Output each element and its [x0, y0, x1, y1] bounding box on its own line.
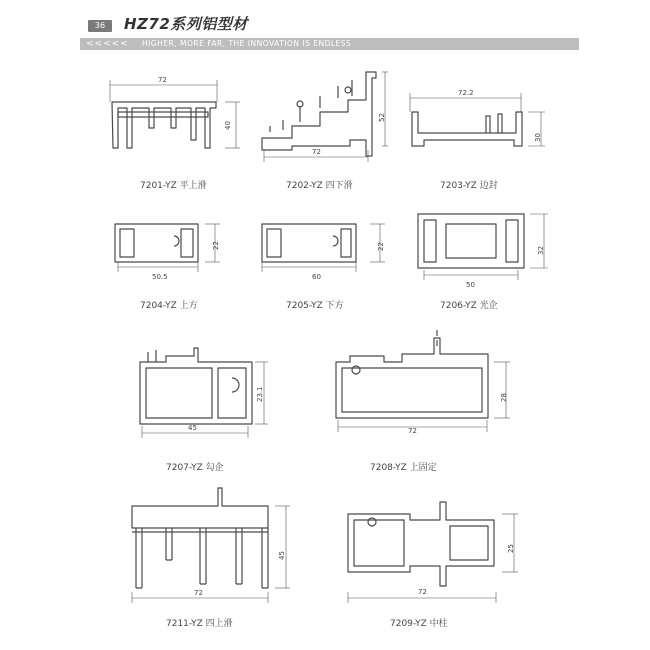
dim-7209-height: 25 [507, 544, 515, 553]
profile-name: 平上滑 [179, 181, 207, 191]
dim-7201-height: 40 [224, 121, 232, 130]
dim-7208-height: 28 [500, 393, 508, 402]
profile-code: 7209-YZ [390, 619, 427, 629]
profile-code: 7202-YZ [286, 181, 323, 191]
profile-name: 光企 [479, 301, 498, 311]
dim-7201-width: 72 [158, 76, 167, 84]
caption-7211 [166, 616, 233, 629]
profile-code: 7211-YZ [166, 619, 203, 629]
dim-7203-width: 72.2 [458, 89, 474, 97]
caption-7208 [370, 460, 437, 473]
dim-7206-width: 50 [466, 281, 475, 289]
caption-7202 [286, 178, 353, 191]
profile-code: 7207-YZ [166, 463, 203, 473]
profile-code: 7206-YZ [440, 301, 477, 311]
caption-7201 [140, 178, 207, 191]
profile-name: 上固定 [409, 463, 437, 473]
dim-7209-width: 72 [418, 588, 427, 596]
caption-7205 [286, 298, 344, 311]
dim-7207-width: 45 [188, 424, 197, 432]
profile-name: 中柱 [429, 619, 448, 629]
profile-7211-drawing [132, 488, 290, 603]
dim-7205-width: 60 [312, 273, 321, 281]
caption-7209 [390, 616, 448, 629]
profile-7205-drawing [262, 224, 385, 281]
dim-7203-height: 30 [534, 133, 542, 142]
profile-code: 7208-YZ [370, 463, 407, 473]
profile-code: 7201-YZ [140, 181, 177, 191]
dim-7202-width: 72 [312, 148, 321, 156]
profile-7204-drawing [115, 224, 220, 281]
caption-7204 [140, 298, 198, 311]
dim-7202-height: 52 [378, 113, 386, 122]
dim-7208-width: 72 [408, 427, 417, 435]
dim-7207-height: 23.1 [256, 386, 264, 402]
profile-name: 四下滑 [325, 181, 353, 191]
dim-7211-height: 45 [278, 551, 286, 560]
profile-7208-drawing [336, 330, 510, 435]
caption-7206 [440, 298, 498, 311]
caption-7207 [166, 460, 224, 473]
dim-7205-height: 22 [377, 242, 385, 251]
profile-name: 勾企 [205, 463, 224, 473]
caption-7203 [440, 178, 498, 191]
profile-7201-drawing [110, 76, 240, 148]
profile-7202-drawing [262, 72, 388, 162]
dim-7204-width: 50.5 [152, 273, 168, 281]
slogan-text: HIGHER, MORE FAR, THE INNOVATION IS ENDLESS [142, 39, 352, 48]
profile-name: 上方 [179, 301, 198, 311]
chevron-icons: <<<<< [86, 39, 129, 49]
dim-7211-width: 72 [194, 589, 203, 597]
profile-name: 下方 [325, 301, 344, 311]
profile-7203-drawing [410, 89, 545, 146]
profile-7206-drawing [418, 214, 548, 289]
profile-7207-drawing [140, 348, 268, 438]
dim-7204-height: 22 [212, 241, 220, 250]
dim-7206-height: 32 [537, 246, 545, 255]
profile-code: 7205-YZ [286, 301, 323, 311]
profile-code: 7204-YZ [140, 301, 177, 311]
profile-name: 边封 [479, 181, 498, 191]
profile-name: 四上滑 [205, 619, 233, 629]
profile-code: 7203-YZ [440, 181, 477, 191]
profile-7209-drawing [348, 502, 518, 603]
series-title: HZ72系列铝型材 [124, 15, 248, 33]
page-number: 36 [88, 20, 112, 32]
